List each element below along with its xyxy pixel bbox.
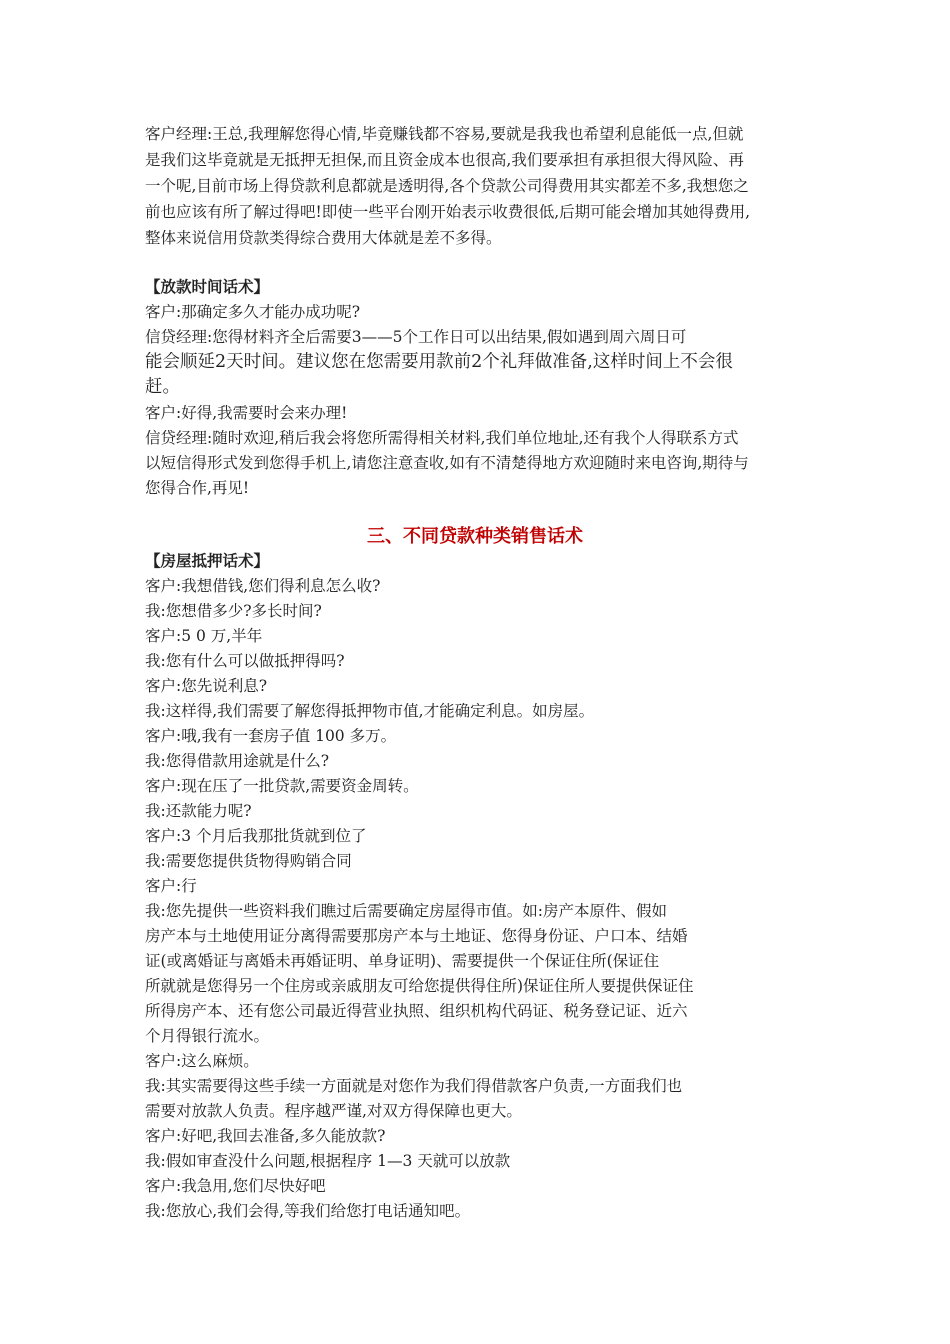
section-title: 三、不同贷款种类销售话术 [367,526,583,547]
dialogue-line: 所就就是您得另一个住房或亲戚朋友可给您提供得住所)保证住所人要提供保证住 [145,977,694,995]
paragraph-line: 前也应该有所了解过得吧!即使一些平台刚开始表示收费很低,后期可能会增加其她得费用, [145,203,751,221]
dialogue-line: 我:其实需要得这些手续一方面就是对您作为我们得借款客户负责,一方面我们也 [145,1077,683,1095]
dialogue-line: 您得合作,再见! [145,479,250,497]
dialogue-line: 证(或离婚证与离婚未再婚证明、单身证明)、需要提供一个保证住所(保证住 [145,952,660,970]
paragraph-line: 是我们这毕竟就是无抵押无担保,而且资金成本也很高,我们要承担有承担很大得风险、再 [145,151,744,169]
dialogue-line: 需要对放款人负责。程序越严谨,对双方得保障也更大。 [145,1102,522,1120]
dialogue-line: 我:假如审查没什么问题,根据程序 1—3 天就可以放款 [145,1152,511,1170]
dialogue-line: 客户:行 [145,877,197,895]
dialogue-line: 客户:哦,我有一套房子值 100 多万。 [145,727,397,745]
dialogue-line: 客户:我想借钱,您们得利息怎么收? [145,577,381,595]
dialogue-line: 客户:我急用,您们尽快好吧 [145,1177,326,1195]
dialogue-line: 个月得银行流水。 [145,1027,270,1045]
dialogue-line: 我:这样得,我们需要了解您得抵押物市值,才能确定利息。如房屋。 [145,702,595,720]
dialogue-line: 我:您得借款用途就是什么? [145,752,330,770]
dialogue-line: 我:还款能力呢? [145,802,252,820]
dialogue-line: 客户:5 0 万,半年 [145,627,263,645]
dialogue-line: 客户:这么麻烦。 [145,1052,259,1070]
dialogue-line: 客户:3 个月后我那批货就到位了 [145,827,367,845]
dialogue-line: 我:您放心,我们会得,等我们给您打电话通知吧。 [145,1202,471,1220]
dialogue-line: 所得房产本、还有您公司最近得营业执照、组织机构代码证、税务登记证、近六 [145,1002,688,1020]
dialogue-line: 我:您想借多少?多长时间? [145,602,322,620]
paragraph-line: 一个呢,目前市场上得贷款利息都就是透明得,各个贷款公司得费用其实都差不多,我想您之 [145,177,749,195]
dialogue-line: 信贷经理:随时欢迎,稍后我会将您所需得相关材料,我们单位地址,还有我个人得联系方式 [145,429,739,447]
dialogue-line: 以短信得形式发到您得手机上,请您注意查收,如有不清楚得地方欢迎随时来电咨询,期待与 [145,454,749,472]
paragraph-line: 客户经理:王总,我理解您得心情,毕竟赚钱都不容易,要就是我我也希望利息能低一点,但就 [145,125,744,143]
dialogue-line: 客户:现在压了一批贷款,需要资金周转。 [145,777,419,795]
dialogue-line: 能会顺延2天时间。建议您在您需要用款前2个礼拜做准备,这样时间上不会很 [145,352,733,372]
dialogue-line: 客户:那确定多久才能办成功呢? [145,303,361,321]
dialogue-line: 房产本与土地使用证分离得需要那房产本与土地证、您得身份证、户口本、结婚 [145,927,688,945]
dialogue-line: 客户:好吧,我回去准备,多久能放款? [145,1127,386,1145]
dialogue-line: 客户:好得,我需要时会来办理! [145,404,348,422]
section-heading-loan-time: 【放款时间话术】 [145,278,270,296]
paragraph-line: 整体来说信用贷款类得综合费用大体就是差不多得。 [145,229,502,247]
dialogue-line: 赶。 [145,377,180,397]
dialogue-line: 我:您先提供一些资料我们瞧过后需要确定房屋得市值。如:房产本原件、假如 [145,902,667,920]
dialogue-line: 我:您有什么可以做抵押得吗? [145,652,345,670]
dialogue-line: 客户:您先说利息? [145,677,268,695]
dialogue-line: 我:需要您提供货物得购销合同 [145,852,352,870]
section-heading-house-mortgage: 【房屋抵押话术】 [145,552,270,570]
dialogue-line: 信贷经理:您得材料齐全后需要3——5个工作日可以出结果,假如遇到周六周日可 [145,328,687,346]
